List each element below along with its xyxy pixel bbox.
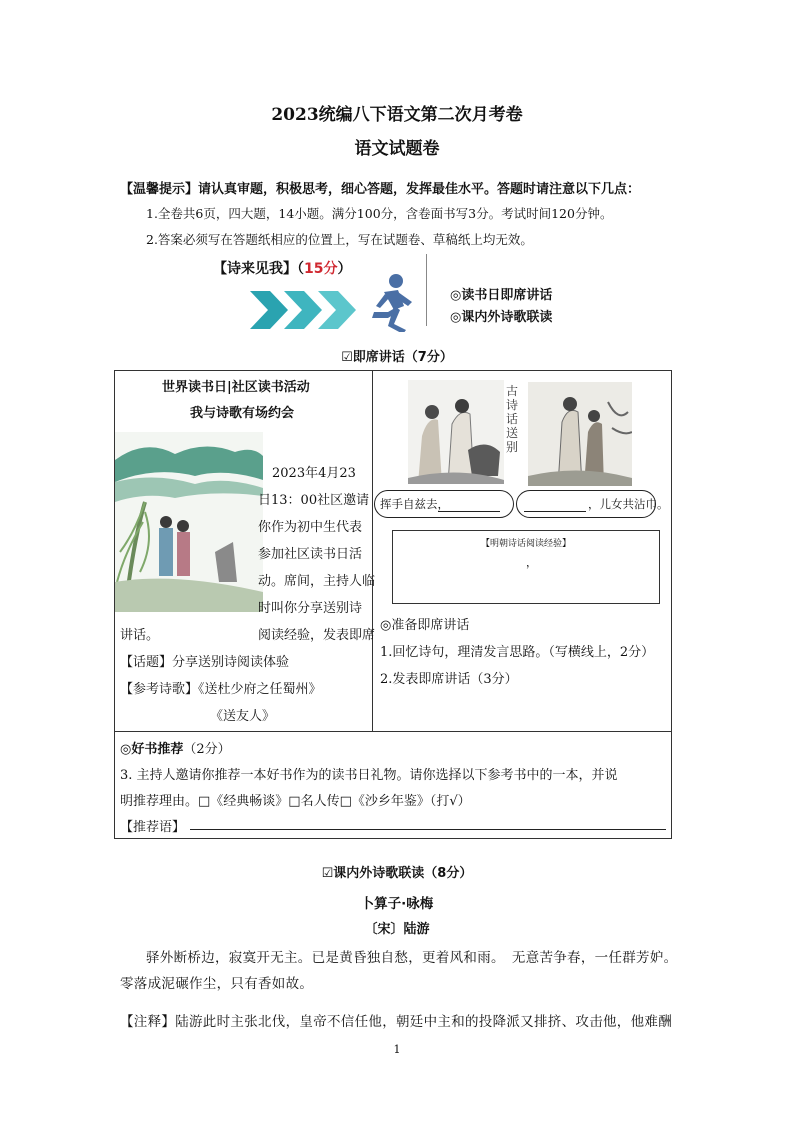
section-label-suffix: ）	[337, 261, 352, 277]
verse-blank-2[interactable]	[524, 511, 586, 512]
book-question-line-2: 明推荐理由。□《经典畅谈》□名人传□《沙乡年鉴》（打√）	[120, 794, 471, 809]
farewell-painting	[115, 432, 263, 612]
runner-icon	[372, 274, 412, 332]
section-label-prefix: 【诗来见我】（	[213, 261, 304, 277]
chevron-runner-graphic	[248, 272, 418, 332]
body-line-6: 时叫你分享送别诗	[258, 601, 363, 616]
prepare-label: ◎准备即席讲话	[380, 618, 470, 633]
book-heading-score: （2分）	[183, 742, 231, 757]
body-line-4: 参加社区读书日活	[258, 547, 363, 562]
body-line-8: 讲话。	[120, 628, 160, 643]
chevron-arrows-icon	[250, 291, 356, 329]
recommendation-blank[interactable]	[190, 829, 666, 830]
farewell-ink-painting-2	[528, 382, 632, 486]
verse-right-text: ，儿女共沾巾。	[588, 497, 669, 511]
poem-line-2: 零落成泥碾作尘，只有香如故。	[120, 976, 314, 992]
exam-title: 2023统编八下语文第二次月考卷	[271, 105, 523, 125]
agenda-item-1: ◎读书日即席讲话	[450, 288, 553, 303]
verse-blank-1[interactable]	[438, 511, 500, 512]
rule-2: 2.答案必须写在答题纸相应的位置上，写在试题卷、草稿纸上均无效。	[146, 232, 533, 247]
verse-left-text: 挥手自兹去，	[380, 497, 449, 511]
page-number: 1	[393, 1043, 401, 1056]
section-score: 15分	[304, 261, 338, 277]
box-horizontal-divider	[114, 731, 672, 732]
agenda-item-2: ◎课内外诗歌联读	[450, 310, 553, 325]
reference-second: 《送友人》	[210, 709, 276, 724]
topic-line: 【话题】分享送别诗阅读体验	[120, 655, 290, 670]
body-line-2: 日13：00社区邀请	[258, 493, 370, 508]
farewell-ink-painting-1	[408, 380, 504, 484]
task-2: 2.发表即席讲话（3分）	[380, 672, 518, 687]
book-question-line-1: 3. 主持人邀请你推荐一本好书作为的读书日礼物。请你选择以下参考书中的一本，并说	[120, 768, 618, 783]
calligraphy-text: 古诗话送别	[506, 384, 519, 454]
poem-title: 卜算子·咏梅	[360, 896, 434, 912]
poem-line-1: 驿外断桥边，寂寞开无主。已是黄昏独自愁，更着风和雨。 无意苦争春，一任群芳妒。	[146, 950, 678, 966]
poem-note: 【注释】陆游此时主张北伐，皇帝不信任他，朝廷中主和的投降派又排挤、攻击他，他难酬	[120, 1014, 672, 1030]
recommendation-label: 【推荐语】	[120, 820, 186, 835]
rule-1: 1.全卷共6页，四大题，14小题。满分100分，含卷面书写3分。考试时间120分钟。	[146, 206, 613, 221]
book-heading-label: ◎好书推荐	[120, 742, 184, 757]
body-line-7: 阅读经验，发表即席	[258, 628, 376, 643]
body-line-3: 你作为初中生代表	[258, 520, 363, 535]
part1-heading: ☑即席讲话（7分）	[341, 350, 453, 365]
book-heading	[120, 738, 231, 757]
task-1: 1.回忆诗句，理清发言思路。（写横线上，2分）	[380, 645, 655, 660]
event-subtitle: 我与诗歌有场约会	[190, 406, 295, 421]
reference-line: 【参考诗歌】《送杜少府之任蜀州》	[120, 682, 322, 697]
body-line-5: 动。席间，主持人临	[258, 574, 376, 589]
part2-heading: ☑课内外诗歌联读（8分）	[321, 866, 473, 881]
warm-tip-heading: 【温馨提示】请认真审题，积极思考，细心答题，发挥最佳水平。答题时请注意以下几点：	[120, 182, 641, 197]
event-title: 世界读书日|社区读书活动	[162, 380, 310, 395]
reading-table-dot: ，	[526, 556, 537, 569]
poem-author: 〔宋〕陆游	[364, 922, 430, 937]
divider-line	[426, 254, 427, 326]
reading-table-head: 【明朝诗话阅读经验】	[480, 539, 571, 549]
body-line-1: 2023年4月23	[272, 466, 356, 481]
exam-subtitle: 语文试题卷	[354, 139, 440, 159]
box-vertical-divider	[372, 370, 373, 732]
